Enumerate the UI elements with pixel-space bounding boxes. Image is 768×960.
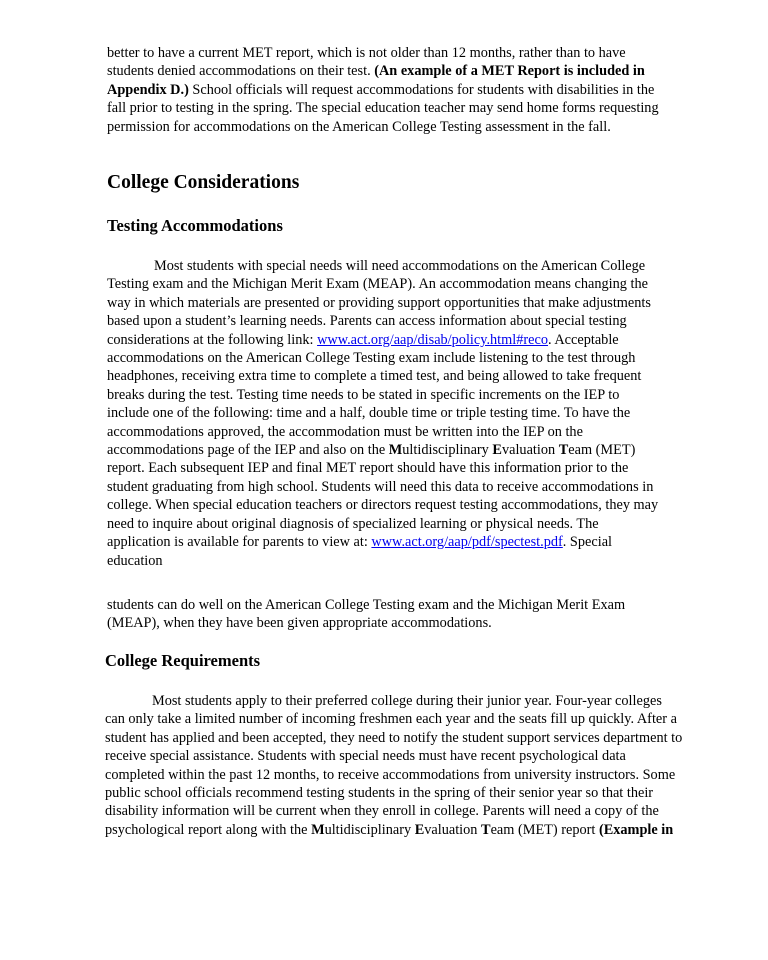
intro-paragraph (107, 44, 667, 136)
accommodations-summary-paragraph: students can do well on the American College Testing exam and the Michigan Merit Exam (MEAP), when they have been given appropriate accommodations. (107, 597, 626, 632)
intro-text: better to have a current MET report, which is not older than 12 months, rather than to have students denied accommodations on their test. (107, 45, 626, 80)
testing-text-4: . Special education (107, 534, 613, 569)
requirements-text-2: (MET) report (514, 821, 599, 838)
testing-accommodations-paragraph (107, 257, 663, 570)
intro-text-2: School officials will request accommodations for students with disabilities in the fall prior to testing in the spring. The special education teacher may send home forms requesting permission for accommodations on the American College Testing assessment in the fall. (107, 81, 659, 135)
appendix-d-note: (An example of a MET Report is included in Appendix D.) (107, 63, 645, 98)
met-letter-m-2: M (311, 821, 325, 838)
met-letter-t-2: T (481, 821, 491, 838)
met-word-evaluation: valuation (501, 442, 559, 459)
college-requirements-paragraph (105, 692, 685, 839)
met-letter-e: E (492, 442, 502, 459)
testing-text-2: . Acceptable accommodations on the American College Testing exam include listening to the test through headphones, receiving extra time to complete a timed test, and being allowed to take frequent breaks during the test. Testing time needs to be stated in specific increments on the IEP to include one of the following: time and a half, double time or triple testing time. To have the accommodations approved, the accommodation must be written into the IEP on the accommodations page of the IEP and also on the (107, 331, 642, 459)
met-word-multidisciplinary-2: ultidisciplinary (324, 821, 415, 838)
met-word-team-2: eam (490, 821, 515, 838)
act-spectest-link[interactable]: www.act.org/aap/pdf/spectest.pdf (371, 534, 563, 551)
example-in-bold: (Example in (598, 821, 674, 838)
act-disability-policy-link[interactable]: www.act.org/aap/disab/policy.html#reco (317, 331, 548, 348)
met-word-multidisciplinary: ultidisciplinary (402, 442, 493, 459)
met-letter-t: T (558, 442, 569, 459)
met-word-evaluation-2: valuation (424, 821, 482, 838)
met-word-team: eam (568, 442, 593, 459)
testing-text-1: Most students with special needs will need accommodations on the American College Testing exam and the Michigan Merit Exam (MEAP). An accommodation means changing the way in which materials are presented or providing support opportunities that make adjustments based upon a student’s learning needs. Parents can access information about special testing considerations at the following link: (107, 258, 651, 348)
subheading-testing-accommodations: Testing Accommodations (107, 216, 283, 235)
subheading-college-requirements: College Requirements (105, 651, 261, 670)
met-letter-m: M (388, 442, 403, 459)
requirements-text-1: Most students apply to their preferred college during their junior year. Four-year colleges can only take a limited number of incoming freshmen each year and the seats fill up quickly. After a student has applied and been accepted, they need to notify the student support services department to receive special assistance. Students with special needs must have recent psychological data completed within the past 12 months, to receive accommodations from university instructors. Some public school officials recommend testing students in the spring of their senior year so that their disability information will be current when they enroll in college. Parents will need a copy of the psychological report along with the (105, 693, 683, 838)
section-heading-college-considerations: College Considerations (107, 172, 300, 193)
testing-text-3: (MET) report. Each subsequent IEP and final MET report should have this information prior to the student graduating from high school. Students will need this data to receive accommodations in college. When special education teachers or directors request testing accommodations, they may need to inquire about original diagnosis of specialized learning or physical needs. The application is available for parents to view at: (107, 442, 659, 551)
met-letter-e-2: E (414, 821, 425, 838)
